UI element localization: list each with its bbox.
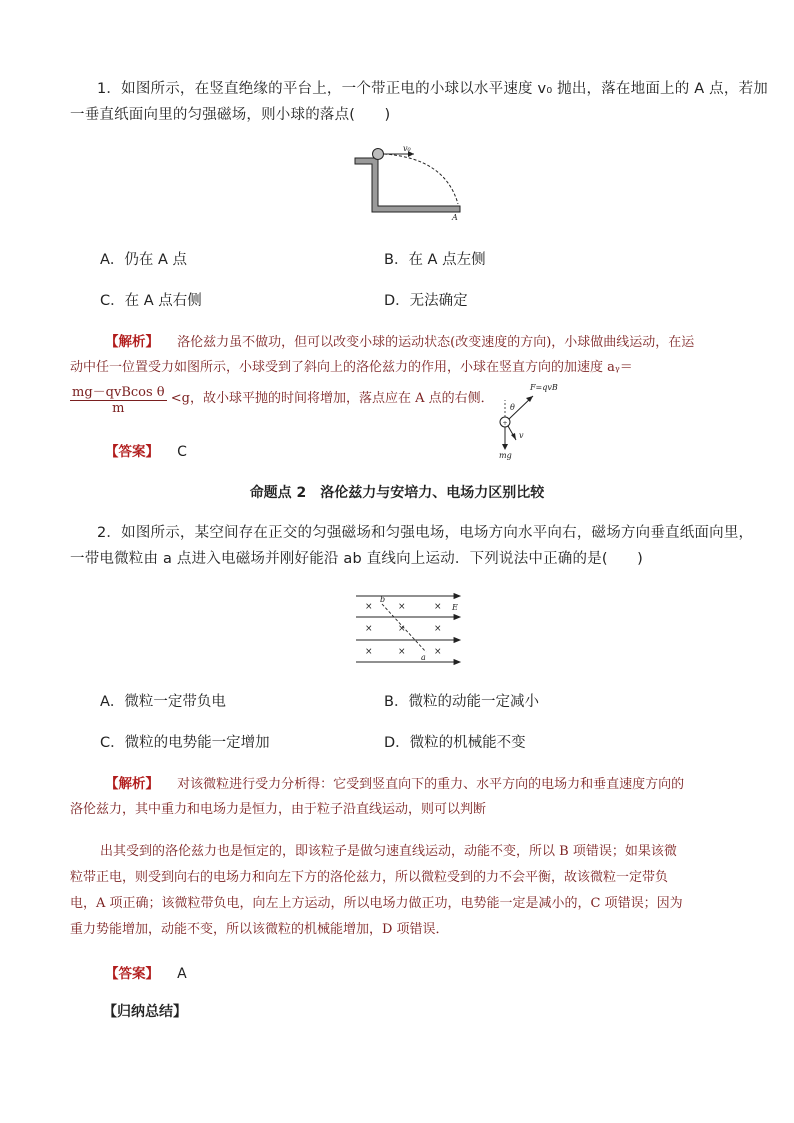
q1-answer-value: C <box>177 444 187 460</box>
lorentz-force-label: F=qvB <box>530 383 558 392</box>
magnetic-field-crosses <box>365 602 442 657</box>
q1-analysis-tag: 【解析】 <box>105 334 159 350</box>
q2-field-figure <box>352 590 464 668</box>
q2-answer-tag: 【答案】 <box>105 966 159 982</box>
q1-analysis-line3 <box>70 381 494 416</box>
q2-stem-line2: 一带电微粒由 a 点进入电磁场并刚好能沿 ab 直线向上运动．下列说法中正确的是( ) <box>70 551 644 567</box>
point-a-label-q2: a <box>421 653 426 662</box>
q2-option-b[interactable]: B．微粒的动能一定减小 <box>384 694 539 710</box>
q2-analysis-p2-line4: 重力势能增加，动能不变，所以该微粒的机械能增加，D 项错误． <box>70 922 449 937</box>
q1-option-c[interactable]: C．在 A 点右侧 <box>100 293 202 309</box>
svg-text:×: × <box>365 647 373 657</box>
q1-force-diagram <box>488 378 578 460</box>
svg-text:×: × <box>434 602 442 612</box>
svg-text:×: × <box>398 647 406 657</box>
v0-label: v₀ <box>403 144 411 153</box>
q1-option-d[interactable]: D．无法确定 <box>384 293 468 309</box>
q1-platform-figure <box>340 140 470 222</box>
q1-analysis-line1 <box>105 330 694 350</box>
v-label: v <box>519 431 524 440</box>
e-field-label: E <box>452 603 458 612</box>
q2-answer-value: A <box>177 966 187 982</box>
q1-analysis-text1: 洛伦兹力虽不做功，但可以改变小球的运动状态(改变速度的方向)，小球做曲线运动，在运 <box>177 335 695 350</box>
section-heading: 命题点 2 洛伦兹力与安培力、电场力区别比较 <box>249 485 545 501</box>
summary-heading: 【归纳总结】 <box>103 1004 187 1020</box>
q2-analysis-p2-line1: 出其受到的洛伦兹力也是恒定的，即该粒子是做匀速直线运动，动能不变，所以 B 项错误；如果该微 <box>100 844 677 859</box>
q2-analysis-line1 <box>105 772 684 792</box>
point-a-label: A <box>452 213 458 222</box>
svg-text:×: × <box>365 602 373 612</box>
point-b-label: b <box>380 595 386 604</box>
q2-analysis-text1: 对该微粒进行受力分析得：它受到竖直向下的重力、水平方向的电场力和垂直速度方向的 <box>177 777 685 792</box>
trajectory-curve <box>384 154 458 204</box>
q2-answer <box>105 962 187 982</box>
q1-answer <box>105 440 187 460</box>
q2-option-d[interactable]: D．微粒的机械能不变 <box>384 735 526 751</box>
q1-option-a[interactable]: A．仍在 A 点 <box>100 252 188 268</box>
acceleration-fraction <box>70 381 167 416</box>
mg-label: mg <box>499 451 512 460</box>
q1-analysis-line2: 动中任一位置受力如图所示，小球受到了斜向上的洛伦兹力的作用，小球在竖直方向的加速度 aᵧ＝ <box>70 360 633 375</box>
platform-shape <box>355 158 460 212</box>
svg-text:×: × <box>398 602 406 612</box>
theta-label: θ <box>510 403 515 412</box>
fraction-denominator: m <box>112 401 125 416</box>
q1-analysis-text3: <g，故小球平抛的时间将增加，落点应在 A 点的右侧． <box>170 391 494 406</box>
q1-stem-line2: 一垂直纸面向里的匀强磁场，则小球的落点( ) <box>70 107 391 123</box>
ball-icon <box>373 149 384 160</box>
q2-analysis-tag: 【解析】 <box>105 776 159 792</box>
svg-text:+: + <box>502 420 508 427</box>
q2-analysis-p2-line2: 粒带正电，则受到向右的电场力和向左下方的洛伦兹力，所以微粒受到的力不会平衡，故该微粒一定带负 <box>70 870 669 885</box>
q2-option-c[interactable]: C．微粒的电势能一定增加 <box>100 735 270 751</box>
q2-option-a[interactable]: A．微粒一定带负电 <box>100 694 226 710</box>
q2-analysis-p2-line3: 电，A 项正确；该微粒带负电，向左上方运动，所以电场力做正功，电势能一定是减小的，C 项错误；因为 <box>70 896 683 911</box>
svg-text:×: × <box>365 624 373 634</box>
q1-answer-tag: 【答案】 <box>105 444 159 460</box>
q1-stem-line1: 1．如图所示，在竖直绝缘的平台上，一个带正电的小球以水平速度 v₀ 抛出，落在地面上的 A 点，若加 <box>97 81 768 97</box>
svg-text:×: × <box>398 624 406 634</box>
q2-stem-line1: 2．如图所示，某空间存在正交的匀强磁场和匀强电场，电场方向水平向右，磁场方向垂直纸面向里， <box>97 525 754 541</box>
fraction-numerator: mg－qvBcos θ <box>70 381 167 401</box>
svg-text:×: × <box>434 647 442 657</box>
svg-text:×: × <box>434 624 442 634</box>
q2-analysis-line2: 洛伦兹力，其中重力和电场力是恒力，由于粒子沿直线运动，则可以判断 <box>70 802 487 817</box>
q1-option-b[interactable]: B．在 A 点左侧 <box>384 252 486 268</box>
